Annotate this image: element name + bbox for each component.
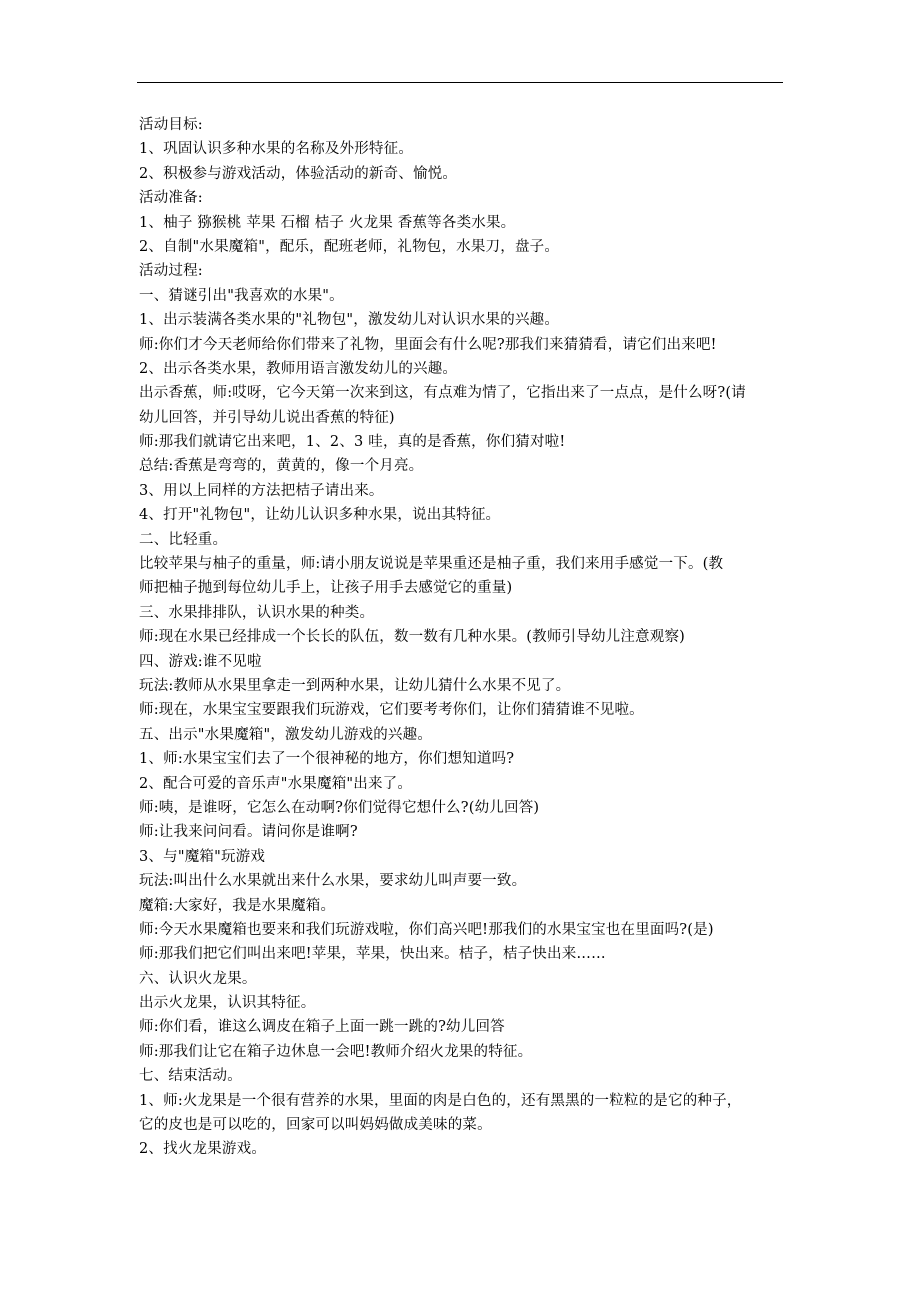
doc-line: 师:今天水果魔箱也要来和我们玩游戏啦，你们高兴吧!那我们的水果宝宝也在里面吗?(是) (139, 921, 714, 938)
doc-line: 出示香蕉，师:哎呀，它今天第一次来到这，有点难为情了，它指出来了一点点，是什么呀?(请 (139, 385, 746, 402)
doc-line: 五、出示"水果魔箱"，激发幼儿游戏的兴趣。 (139, 726, 433, 743)
doc-line: 总结:香蕉是弯弯的，黄黄的，像一个月亮。 (139, 458, 424, 475)
doc-line: 师:让我来问问看。请问你是谁啊? (139, 824, 358, 841)
doc-line: 师:现在水果已经排成一个长长的队伍，数一数有几种水果。(教师引导幼儿注意观察) (139, 629, 685, 646)
doc-line: 3、与"魔箱"玩游戏 (139, 848, 266, 865)
doc-line: 2、积极参与游戏活动，体验活动的新奇、愉悦。 (139, 165, 458, 182)
doc-line: 2、出示各类水果，教师用语言激发幼儿的兴趣。 (139, 360, 458, 377)
doc-line: 玩法:教师从水果里拿走一到两种水果，让幼儿猜什么水果不见了。 (139, 677, 571, 694)
doc-line: 师:你们才今天老师给你们带来了礼物，里面会有什么呢?那我们来猜猜看，请它们出来吧! (139, 336, 717, 353)
doc-line: 1、师:水果宝宝们去了一个很神秘的地方，你们想知道吗? (139, 751, 515, 768)
doc-line: 4、打开"礼物包"，让幼儿认识多种水果，说出其特征。 (139, 507, 501, 524)
doc-line: 2、找火龙果游戏。 (139, 1141, 267, 1158)
doc-line: 比较苹果与柚子的重量，师:请小朋友说说是苹果重还是柚子重，我们来用手感觉一下。(教 (139, 556, 724, 573)
document-body (139, 113, 785, 1162)
doc-line: 四、游戏:谁不见啦 (139, 653, 262, 670)
doc-line: 1、出示装满各类水果的"礼物包"，激发幼儿对认识水果的兴趣。 (139, 312, 560, 329)
doc-line: 它的皮也是可以吃的，回家可以叫妈妈做成美味的菜。 (139, 1117, 492, 1134)
doc-line: 出示火龙果，认识其特征。 (139, 995, 316, 1012)
doc-line: 师:那我们把它们叫出来吧!苹果，苹果，快出来。桔子，桔子快出来…… (139, 946, 606, 963)
doc-line: 师:咦，是谁呀，它怎么在动啊?你们觉得它想什么?(幼儿回答) (139, 799, 540, 816)
doc-line: 魔箱:大家好，我是水果魔箱。 (139, 897, 336, 914)
doc-line: 1、师:火龙果是一个很有营养的水果，里面的肉是白色的，还有黑黑的一粒粒的是它的种子， (139, 1092, 742, 1109)
doc-line: 1、巩固认识多种水果的名称及外形特征。 (139, 141, 414, 158)
doc-line: 师:你们看，谁这么调皮在箱子上面一跳一跳的?幼儿回答 (139, 1019, 505, 1036)
doc-line: 七、结束活动。 (139, 1068, 242, 1085)
doc-line: 2、配合可爱的音乐声"水果魔箱"出来了。 (139, 775, 413, 792)
doc-line: 3、用以上同样的方法把桔子请出来。 (139, 482, 384, 499)
doc-line: 玩法:叫出什么水果就出来什么水果，要求幼儿叫声要一致。 (139, 873, 527, 890)
doc-line: 幼儿回答，并引导幼儿说出香蕉的特征) (139, 409, 395, 426)
doc-line: 1、柚子 猕猴桃 苹果 石榴 桔子 火龙果 香蕉等各类水果。 (139, 214, 516, 231)
doc-line: 师把柚子抛到每位幼儿手上，让孩子用手去感觉它的重量) (139, 580, 513, 597)
doc-line: 活动准备: (139, 190, 203, 207)
doc-line: 三、水果排排队，认识水果的种类。 (139, 604, 375, 621)
doc-line: 活动过程: (139, 263, 203, 280)
header-rule (137, 82, 783, 83)
doc-line: 师:那我们让它在箱子边休息一会吧!教师介绍火龙果的特征。 (139, 1043, 533, 1060)
doc-line: 师:现在，水果宝宝要跟我们玩游戏，它们要考考你们，让你们猜猜谁不见啦。 (139, 702, 644, 719)
doc-line: 二、比轻重。 (139, 531, 228, 548)
doc-line: 活动目标: (139, 117, 203, 133)
doc-line: 六、认识火龙果。 (139, 970, 257, 987)
doc-line: 师:那我们就请它出来吧，1、2、3 哇，真的是香蕉，你们猜对啦! (139, 434, 566, 451)
doc-line: 2、自制"水果魔箱"，配乐，配班老师，礼物包，水果刀，盘子。 (139, 238, 560, 255)
doc-line: 一、猜谜引出"我喜欢的水果"。 (139, 287, 344, 304)
